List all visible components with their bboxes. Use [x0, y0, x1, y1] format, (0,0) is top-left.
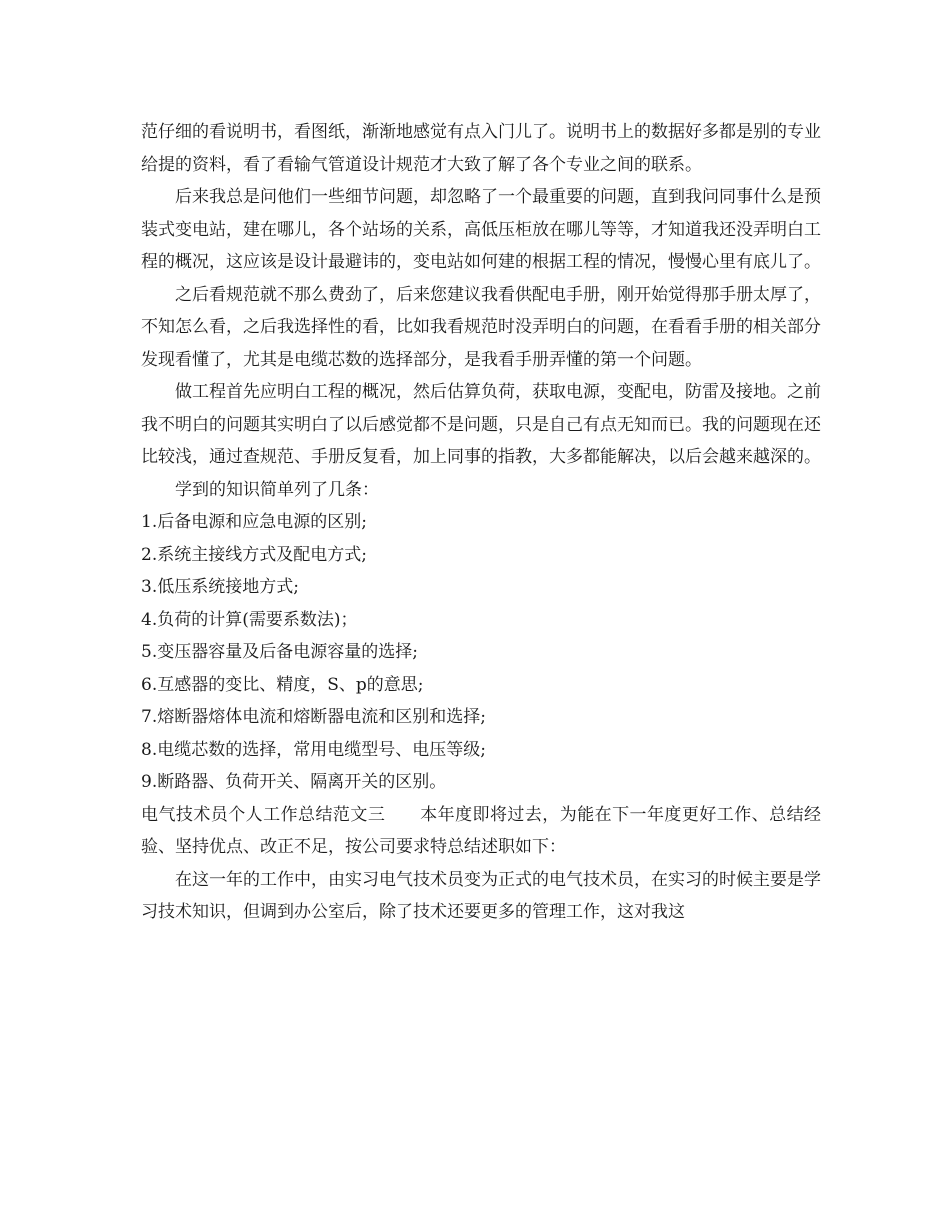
- list-item: 2.系统主接线方式及配电方式;: [141, 544, 367, 565]
- section-paragraph: [141, 799, 821, 864]
- list-item: 1.后备电源和应急电源的区别;: [141, 512, 367, 532]
- body-paragraph: 后来我总是问他们一些细节问题，却忽略了一个最重要的问题，直到我问同事什么是预装式变电站，建在哪儿，各个站场的关系，高低压柜放在哪儿等等，才知道我还没弄明白工程的概况，这应该是设计最避讳的，变电站如何建的根据工程的情况，慢慢心里有底儿了。: [141, 187, 821, 272]
- section-heading: 电气技术员个人工作总结范文三: [141, 804, 386, 825]
- body-paragraph: 做工程首先应明白工程的概况，然后估算负荷，获取电源，变配电，防雷及接地。之前我不明白的问题其实明白了以后感觉都不是问题，只是自己有点无知而已。我的问题现在还比较浅，通过查规范、手册反复看，加上同事的指教，大多都能解决，以后会越来越深的。: [141, 382, 821, 467]
- list-item: 7.熔断器熔体电流和熔断器电流和区别和选择;: [141, 707, 486, 727]
- body-paragraph: 范仔细的看说明书，看图纸，渐渐地感觉有点入门儿了。说明书上的数据好多都是别的专业给提的资料，看了看输气管道设计规范才大致了解了各个专业之间的联系。: [141, 122, 821, 175]
- list-item: 4.负荷的计算(需要系数法)；: [141, 609, 358, 630]
- list-item: 6.互感器的变比、精度，S、p的意思;: [141, 674, 424, 695]
- section-gap: [385, 805, 420, 825]
- list-item: 8.电缆芯数的选择，常用电缆型号、电压等级;: [141, 739, 486, 760]
- section-intro: 本年度即将过去，为能在下一年度更好工作、总结经验、坚持优点、改正不足，按公司要求特总结述职如下：: [141, 804, 822, 857]
- document-body: [141, 116, 821, 929]
- list-intro: 学到的知识简单列了几条：: [175, 479, 379, 500]
- body-paragraph: 之后看规范就不那么费劲了，后来您建议我看供配电手册，刚开始觉得那手册太厚了，不知怎么看，之后我选择性的看，比如我看规范时没弄明白的问题，在看看手册的相关部分发现看懂了，尤其是电缆芯数的选择部分，是我看手册弄懂的第一个问题。: [141, 284, 821, 370]
- list-item: 5.变压器容量及后备电源容量的选择;: [141, 642, 418, 662]
- body-paragraph: 在这一年的工作中，由实习电气技术员变为正式的电气技术员，在实习的时候主要是学习技术知识，但调到办公室后，除了技术还要更多的管理工作，这对我这: [141, 869, 821, 922]
- list-item: 9.断路器、负荷开关、隔离开关的区别。: [141, 772, 447, 792]
- list-item: 3.低压系统接地方式;: [141, 577, 299, 597]
